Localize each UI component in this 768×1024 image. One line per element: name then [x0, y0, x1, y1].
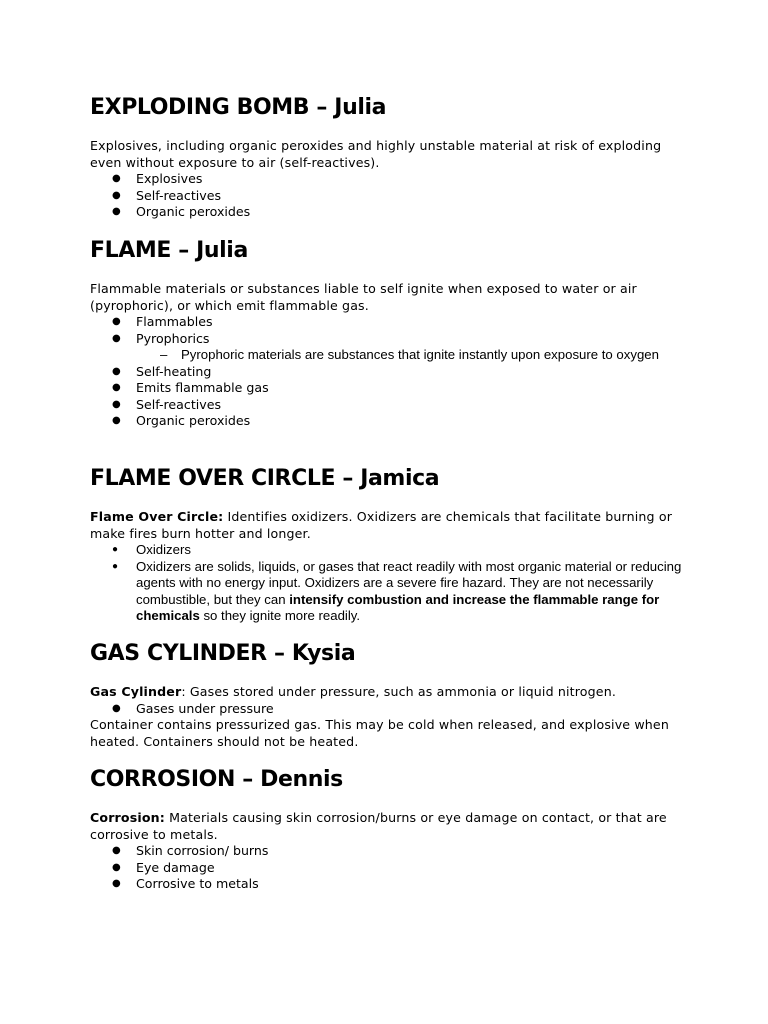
bullet-icon: ●: [112, 702, 121, 714]
sub-list-item: – Pyrophoric materials are substances that ignite instantly upon exposure to oxygen: [160, 347, 659, 362]
bullet-icon: ●: [112, 206, 121, 217]
section-outro: Container contains pressurized gas. This may be cold when released, and explosive when heated. Containers should not be heated.: [90, 717, 669, 749]
intro-term: Corrosion:: [90, 810, 165, 825]
bullet-icon: ●: [112, 415, 121, 426]
dash-icon: –: [160, 347, 168, 362]
list-item: ● Self-reactives: [112, 396, 222, 412]
section-intro: Corrosion: Materials causing skin corrosion/burns or eye damage on contact, or that are corrosive to metals.: [90, 810, 667, 842]
section-exploding-bomb: [90, 94, 690, 221]
list-item: ● Oxidizers are solids, liquids, or gases that react readily with most organic material or reducing agents with no energy input. Oxidizers are a severe fire hazard. They are not necessarily combustible, but they can intensify combustion and increase the flammable range for chemicals so they ignite more readily.: [112, 558, 682, 623]
bullet-icon: ●: [112, 845, 121, 856]
bullet-icon: ●: [112, 332, 121, 344]
bullet-list: [90, 701, 690, 718]
list-item: ● Organic peroxides: [112, 204, 251, 219]
bullet-icon: ●: [112, 861, 121, 873]
list-item: ● Flammables: [112, 314, 213, 329]
list-item: ● Oxidizers: [112, 542, 191, 557]
intro-term: Flame Over Circle:: [90, 509, 224, 524]
bullet-icon: ●: [112, 878, 121, 889]
intro-term: Gas Cylinder: [90, 684, 182, 699]
list-item: ● Self-reactives: [112, 187, 222, 203]
section-corrosion: [90, 766, 690, 893]
section-flame-over-circle: [90, 465, 690, 625]
bullet-icon: ●: [112, 560, 119, 572]
bullet-icon: ●: [112, 316, 121, 327]
section-heading: GAS CYLINDER – Kysia: [90, 641, 356, 666]
section-heading: EXPLODING BOMB – Julia: [90, 95, 387, 120]
section-intro: Explosives, including organic peroxides and highly unstable material at risk of exploding even without exposure to air (self-reactives).: [90, 138, 662, 170]
section-heading: FLAME OVER CIRCLE – Jamica: [90, 466, 440, 491]
bullet-list: [90, 314, 690, 430]
list-item: ● Explosives: [112, 171, 203, 186]
section-intro: Flammable materials or substances liable to self ignite when exposed to water or air (pyrophoric), or which emit flammable gas.: [90, 281, 637, 313]
bullet-icon: ●: [112, 173, 121, 184]
list-item: ● Skin corrosion/ burns: [112, 843, 269, 858]
section-flame: [90, 237, 690, 430]
bullet-icon: ●: [112, 382, 121, 393]
sub-list: [136, 347, 690, 364]
list-item: ● Organic peroxides: [112, 413, 251, 428]
bullet-list: [90, 843, 690, 893]
list-item: ● Pyrophorics – Pyrophoric materials are substances that ignite instantly upon exposure to oxygen: [90, 331, 690, 364]
section-gas-cylinder: [90, 640, 690, 750]
bullet-icon: ●: [112, 544, 119, 555]
bullet-icon: ●: [112, 189, 121, 201]
section-heading: CORROSION – Dennis: [90, 767, 343, 792]
bullet-icon: ●: [112, 398, 121, 410]
bullet-list: [90, 542, 690, 625]
list-item: ● Gases under pressure: [112, 700, 274, 716]
list-item: ● Corrosive to metals: [112, 876, 259, 891]
section-intro: Gas Cylinder: Gases stored under pressure, such as ammonia or liquid nitrogen.: [90, 684, 616, 699]
bullet-list: [90, 171, 690, 221]
list-item: ● Self-heating: [112, 363, 212, 379]
section-heading: FLAME – Julia: [90, 238, 248, 263]
section-intro: Flame Over Circle: Identifies oxidizers. Oxidizers are chemicals that facilitate burning or make fires burn hotter and longer.: [90, 509, 673, 541]
emphasis-text: intensify combustion and increase the flammable range for chemicals: [136, 591, 660, 623]
list-item: ● Eye damage: [112, 859, 215, 875]
bullet-icon: ●: [112, 365, 121, 377]
list-item: ● Emits flammable gas: [112, 380, 269, 395]
